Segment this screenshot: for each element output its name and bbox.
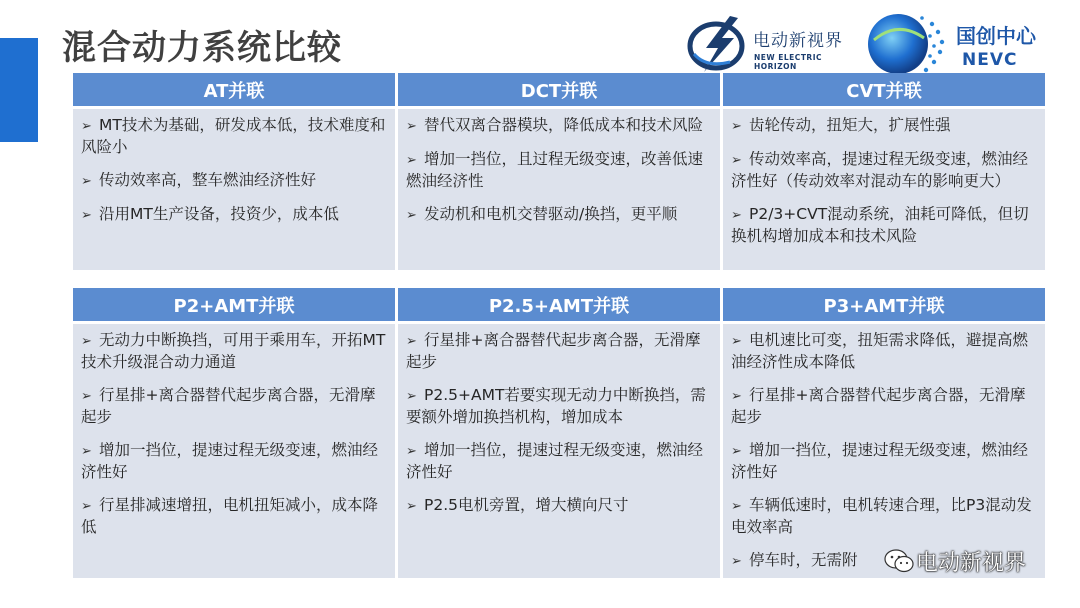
page-title: 混合动力系统比较 — [62, 28, 342, 68]
wechat-icon — [884, 548, 914, 574]
bullet-item: ➢ 发动机和电机交替驱动/换挡，更平顺 — [406, 204, 712, 226]
arrow-bullet-icon: ➢ — [406, 499, 417, 514]
brand2-english-name: NEVC — [962, 50, 1018, 70]
bullet-item: ➢ 行星排减速增扭，电机扭矩减小，成本降低 — [81, 496, 379, 536]
brand2-chinese-name: 国创中心 — [956, 24, 1036, 48]
arrow-bullet-icon: ➢ — [81, 389, 92, 404]
cell-p3-amt-parallel — [723, 324, 1045, 578]
brand-logo-new-electric-horizon — [686, 12, 864, 76]
bullet-item: ➢ 无动力中断换挡，可用于乘用车，开拓MT技术升级混合动力通道 — [81, 331, 386, 371]
bullet-item: ➢ P2/3+CVT混动系统，油耗可降低，但切换机构增加成本和技术风险 — [731, 205, 1029, 245]
arrow-bullet-icon: ➢ — [731, 499, 742, 514]
header-p25-amt-parallel: P2.5+AMT并联 — [398, 288, 720, 321]
arrow-bullet-icon: ➢ — [406, 444, 417, 459]
arrow-bullet-icon: ➢ — [731, 554, 742, 569]
cell-cvt-parallel — [723, 109, 1045, 270]
arrow-bullet-icon: ➢ — [731, 208, 742, 223]
bullet-item: ➢ P2.5电机旁置，增大横向尺寸 — [406, 495, 712, 517]
arrow-bullet-icon: ➢ — [81, 444, 92, 459]
bullet-item: ➢ 行星排+离合器替代起步离合器，无滑摩起步 — [406, 331, 701, 371]
bullet-item: ➢ 替代双离合器模块，降低成本和技术风险 — [406, 115, 712, 137]
bullet-item: ➢ 增加一挡位，提速过程无级变速，燃油经济性好 — [406, 441, 704, 481]
cell-p2-amt-parallel — [73, 324, 395, 578]
comparison-table-row2 — [70, 285, 1048, 581]
bullet-item: ➢ 电机速比可变，扭矩需求降低，避提高燃油经济性成本降低 — [731, 331, 1029, 371]
bullet-item: ➢ 传动效率高，提速过程无级变速，燃油经济性好（传动效率对混动车的影响更大） — [731, 150, 1029, 190]
bullet-item: ➢ P2.5+AMT若要实现无动力中断换挡，需要额外增加换挡机构，增加成本 — [406, 386, 706, 426]
bullet-item: ➢ 沿用MT生产设备，投资少，成本低 — [81, 204, 387, 226]
arrow-bullet-icon: ➢ — [81, 119, 92, 134]
arrow-bullet-icon: ➢ — [81, 208, 92, 223]
cell-at-parallel — [73, 109, 395, 270]
cell-p25-amt-parallel — [398, 324, 720, 578]
arrow-bullet-icon: ➢ — [81, 174, 92, 189]
bullet-item: ➢ 车辆低速时，电机转速合理，比P3混动发电效率高 — [731, 496, 1032, 536]
bullet-item: ➢ 行星排+离合器替代起步离合器，无滑摩起步 — [731, 386, 1026, 426]
header-p2-amt-parallel: P2+AMT并联 — [73, 288, 395, 321]
header-dct-parallel: DCT并联 — [398, 73, 720, 106]
arrow-bullet-icon: ➢ — [406, 334, 417, 349]
arrow-bullet-icon: ➢ — [731, 153, 742, 168]
brand-logo-nevc — [864, 10, 1064, 78]
comparison-table-row1 — [70, 70, 1048, 273]
header-cvt-parallel: CVT并联 — [723, 73, 1045, 106]
watermark-text: 电动新视界 — [916, 551, 1027, 576]
arrow-bullet-icon: ➢ — [406, 389, 417, 404]
brand1-chinese-name: 电动新视界 — [753, 31, 843, 51]
brand1-english-name: NEW ELECTRIC HORIZON — [754, 53, 822, 71]
cell-dct-parallel — [398, 109, 720, 270]
header-p3-amt-parallel: P3+AMT并联 — [723, 288, 1045, 321]
arrow-bullet-icon: ➢ — [406, 153, 417, 168]
nevc-globe-icon — [864, 10, 954, 78]
bullet-item: ➢ 传动效率高，整车燃油经济性好 — [81, 170, 387, 192]
header-at-parallel: AT并联 — [73, 73, 395, 106]
arrow-bullet-icon: ➢ — [406, 119, 417, 134]
bullet-item: ➢ 增加一挡位，提速过程无级变速，燃油经济性好 — [731, 441, 1029, 481]
arrow-bullet-icon: ➢ — [406, 208, 417, 223]
bullet-item: ➢ 行星排+离合器替代起步离合器，无滑摩起步 — [81, 386, 376, 426]
arrow-bullet-icon: ➢ — [731, 119, 742, 134]
side-accent-bar — [0, 38, 38, 142]
arrow-bullet-icon: ➢ — [731, 389, 742, 404]
arrow-bullet-icon: ➢ — [81, 334, 92, 349]
arrow-bullet-icon: ➢ — [731, 334, 742, 349]
bullet-item: ➢ 增加一挡位，提速过程无级变速，燃油经济性好 — [81, 441, 379, 481]
bullet-item: ➢ MT技术为基础，研发成本低，技术难度和风险小 — [81, 116, 386, 156]
arrow-bullet-icon: ➢ — [731, 444, 742, 459]
bullet-item: ➢ 增加一挡位，且过程无级变速，改善低速燃油经济性 — [406, 150, 704, 190]
bullet-item: ➢ 停车时，无需附 — [731, 550, 1037, 572]
lightning-emblem-icon — [686, 12, 752, 76]
bullet-item: ➢ 齿轮传动，扭矩大，扩展性强 — [731, 115, 1037, 137]
arrow-bullet-icon: ➢ — [81, 499, 92, 514]
